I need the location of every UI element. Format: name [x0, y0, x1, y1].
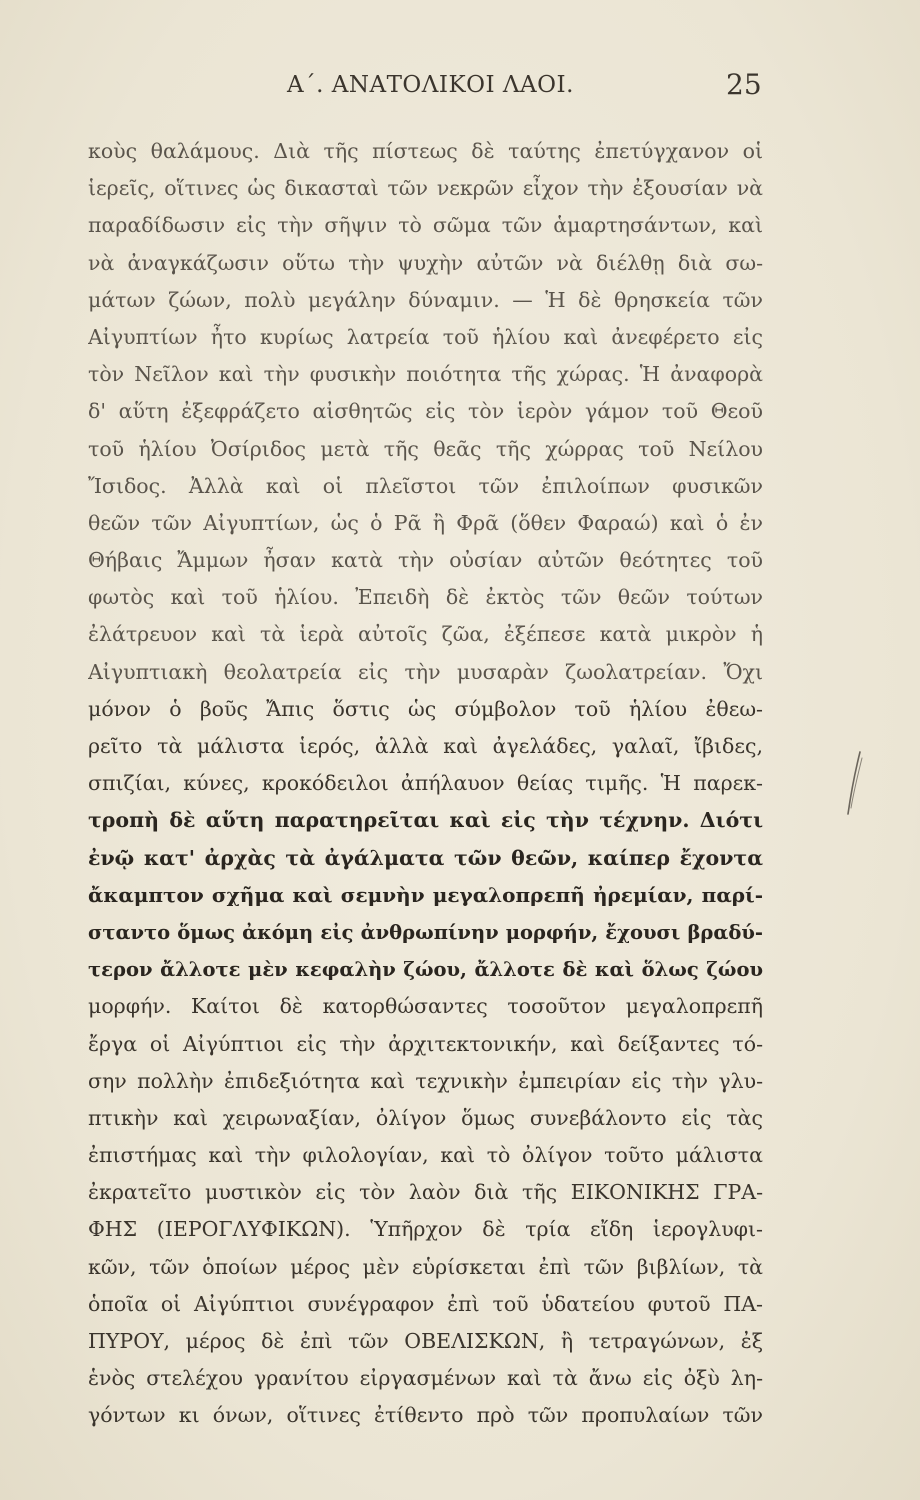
text-line: πτικὴν καὶ χειρωναξίαν, ὀλίγον ὅμως συνεβάλοντο εἰς τὰς [88, 1105, 763, 1130]
text-line: ὁποῖα οἱ Αἰγύπτιοι συνέγραφον ἐπὶ τοῦ ὑδατείου φυτοῦ ΠΑ- [88, 1291, 763, 1316]
text-line: Αἰγυπτιακὴ θεολατρεία εἰς τὴν μυσαρὰν ζωολατρείαν. Ὄχι [88, 659, 763, 684]
text-line: σην πολλὴν ἐπιδεξιότητα καὶ τεχνικὴν ἐμπειρίαν εἰς τὴν γλυ- [88, 1068, 763, 1093]
pencil-mark [840, 748, 870, 818]
text-line: ἱερεῖς, οἵτινες ὡς δικασταὶ τῶν νεκρῶν εἶχον τὴν ἐξουσίαν νὰ [88, 176, 763, 201]
text-line: ἄκαμπτον σχῆμα καὶ σεμνὴν μεγαλοπρεπῆ ἠρεμίαν, παρί- [88, 882, 763, 907]
text-line: φωτὸς καὶ τοῦ ἡλίου. Ἐπειδὴ δὲ ἐκτὸς τῶν θεῶν τούτων [88, 585, 763, 610]
text-line: σπιζίαι, κύνες, κροκόδειλοι ἀπήλαυον θείας τιμῆς. Ἡ παρεκ- [88, 771, 763, 796]
text-line: μόνον ὁ βοῦς Ἄπις ὅστις ὡς σύμβολον τοῦ ἡλίου ἐθεω- [88, 696, 763, 721]
text-line: Αἰγυπτίων ἦτο κυρίως λατρεία τοῦ ἡλίου καὶ ἀνεφέρετο εἰς [88, 324, 763, 349]
text-line: μορφήν. Καίτοι δὲ κατορθώσαντες τοσοῦτον μεγαλοπρεπῆ [88, 994, 763, 1019]
text-line: μάτων ζώων, πολὺ μεγάλην δύναμιν. — Ἡ δὲ θρησκεία τῶν [88, 287, 763, 312]
body-text [88, 133, 763, 1435]
text-line: Θήβαις Ἄμμων ἦσαν κατὰ τὴν οὐσίαν αὐτῶν θεότητες τοῦ [88, 548, 763, 573]
page-number: 25 [726, 68, 762, 101]
text-line: ΦΗΣ (ΙΕΡΟΓΛΥΦΙΚΩΝ). Ὑπῆρχον δὲ τρία εἴδη ἱερογλυφι- [88, 1217, 763, 1242]
text-line: ἐκρατεῖτο μυστικὸν εἰς τὸν λαὸν διὰ τῆς ΕΙΚΟΝΙΚΗΣ ΓΡΑ- [88, 1180, 763, 1205]
text-line: τερον ἄλλοτε μὲν κεφαλὴν ζώου, ἄλλοτε δὲ καὶ ὅλως ζώου [88, 958, 763, 982]
text-line: ΠΥΡΟΥ, μέρος δὲ ἐπὶ τῶν ΟΒΕΛΙΣΚΩΝ, ἢ τετραγώνων, ἐξ [88, 1329, 763, 1353]
text-line: παραδίδωσιν εἰς τὴν σῆψιν τὸ σῶμα τῶν ἁμαρτησάντων, καὶ [88, 213, 763, 238]
text-line: τροπὴ δὲ αὕτη παρατηρεῖται καὶ εἰς τὴν τέχνην. Διότι [88, 808, 763, 833]
text-line: ἑνὸς στελέχου γρανίτου εἰργασμένων καὶ τὰ ἄνω εἰς ὀξὺ λη- [88, 1366, 763, 1391]
text-line: ἔργα οἱ Αἰγύπτιοι εἰς τὴν ἀρχιτεκτονικήν, καὶ δείξαντες τό- [88, 1031, 763, 1056]
text-line: γόντων κι όνων, οἵτινες ἐτίθεντο πρὸ τῶν προπυλαίων τῶν [88, 1403, 763, 1428]
text-line: νὰ ἀναγκάζωσιν οὕτω τὴν ψυχὴν αὐτῶν νὰ διέλθῃ διὰ σω- [88, 250, 763, 275]
text-line: ρεῖτο τὰ μάλιστα ἱερός, ἀλλὰ καὶ ἀγελάδες, γαλαῖ, ἴβιδες, [88, 734, 763, 758]
text-line: κῶν, τῶν ὁποίων μέρος μὲν εὑρίσκεται ἐπὶ τῶν βιβλίων, τὰ [88, 1254, 763, 1279]
text-line: ἐλάτρευον καὶ τὰ ἱερὰ αὐτοῖς ζῶα, ἐξέπεσε κατὰ μικρὸν ἡ [88, 622, 763, 647]
text-line: θεῶν τῶν Αἰγυπτίων, ὡς ὁ Ρᾶ ἢ Φρᾶ (ὅθεν Φαραώ) καὶ ὁ ἐν [88, 510, 763, 535]
text-line: τοῦ ἡλίου Ὀσίριδος μετὰ τῆς θεᾶς τῆς χώρρας τοῦ Νείλου [88, 436, 763, 461]
text-line: τὸν Νεῖλον καὶ τὴν φυσικὴν ποιότητα τῆς χώρας. Ἡ ἀναφορὰ [88, 362, 763, 387]
text-line: ἐπιστήμας καὶ τὴν φιλολογίαν, καὶ τὸ ὀλίγον τοῦτο μάλιστα [88, 1143, 763, 1168]
text-line: σταντο ὅμως ἀκόμη εἰς ἀνθρωπίνην μορφήν, ἔχουσι βραδύ- [88, 920, 763, 944]
text-line: Ἴσιδος. Ἀλλὰ καὶ οἱ πλεῖστοι τῶν ἐπιλοίπων φυσικῶν [88, 473, 763, 498]
running-head: Α΄. ΑΝΑΤΟΛΙΚΟΙ ΛΑΟΙ. [287, 72, 574, 98]
text-line: ἐνῷ κατ' ἀρχὰς τὰ ἀγάλματα τῶν θεῶν, καίπερ ἔχοντα [88, 845, 763, 870]
text-line: δ' αὕτη ἐξεφράζετο αἰσθητῶς εἰς τὸν ἱερὸν γάμον τοῦ Θεοῦ [88, 399, 763, 424]
page-header [0, 68, 920, 108]
text-line: κοὺς θαλάμους. Διὰ τῆς πίστεως δὲ ταύτης ἐπετύγχανον οἱ [88, 139, 763, 163]
